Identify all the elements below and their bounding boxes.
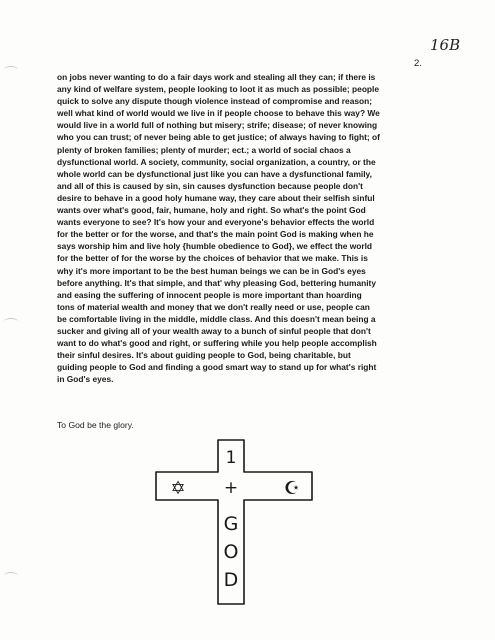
body-line: their sinful desires. It's about guiding people to God, being charitable, but bbox=[57, 350, 351, 361]
body-line: quick to solve any dispute though violence instead of compromise and reason; bbox=[57, 96, 373, 107]
cross-top-numeral: 1 bbox=[225, 448, 237, 468]
body-line: wants everyone to see? It's how your and everyone's behavior effects the world bbox=[57, 217, 375, 228]
cross-letter-d: D bbox=[223, 569, 239, 591]
body-line: for the better or for the worse, and that's the main point God is making when he bbox=[57, 229, 374, 240]
cross-letter-g: G bbox=[223, 513, 239, 535]
closing-line: To God be the glory. bbox=[57, 420, 134, 430]
body-line: tons of material wealth and money that we don't really need or use, people can bbox=[57, 301, 370, 312]
body-line: before anything. It's that simple, and that' why pleasing God, bettering humanity bbox=[57, 277, 377, 288]
cross-letter-o: O bbox=[223, 541, 239, 563]
body-line: well what kind of world would we live in if people choose to behave this way? We bbox=[57, 108, 380, 119]
punch-hole-mark bbox=[4, 318, 18, 325]
body-line: plenty of broken families; plenty of murder; ect.; a world of social chaos a bbox=[57, 144, 351, 155]
body-line: would live in a world full of nothing but misery; strife; disease; of never knowing bbox=[57, 120, 378, 131]
punch-hole-mark bbox=[4, 66, 18, 73]
body-paragraph bbox=[57, 71, 447, 385]
body-line: and easing the suffering of innocent people is more important than hoarding bbox=[57, 289, 362, 300]
body-line: for the better of for the worse by the choices of behavior that we make. This is bbox=[57, 253, 368, 264]
hand-drawn-cross bbox=[150, 436, 330, 606]
page-number: 2. bbox=[414, 58, 422, 69]
star-of-david-icon: ✡ bbox=[170, 478, 186, 499]
body-line: why it's more important to be the best human beings we can be in God's eyes bbox=[57, 265, 366, 276]
body-line: says worship him and live holy {humble obedience to God}, we effect the world bbox=[57, 241, 373, 252]
body-line: whole world can be dysfunctional just like you can have a dysfunctional family, bbox=[57, 168, 372, 179]
body-line: desire to behave in a good holy humane way, they care about their selfish sinful bbox=[57, 192, 375, 203]
body-line: in God's eyes. bbox=[57, 374, 114, 385]
body-line: who you can trust; of never being able to get justice; of always having to fight; of bbox=[57, 132, 380, 143]
body-line: any kind of welfare system, people looking to loot it as much as possible; people bbox=[57, 84, 380, 95]
body-line: on jobs never wanting to do a fair days work and stealing all they can; if there is bbox=[57, 72, 376, 82]
punch-hole-mark bbox=[4, 572, 18, 579]
body-line: guiding people to God and finding a good smart way to stand up for what's right bbox=[57, 362, 377, 373]
body-line: and all of this is caused by sin, sin causes dysfunction because people don't bbox=[57, 180, 363, 191]
body-line: dysfunctional world. A society, community, social organization, a country, or the bbox=[57, 156, 376, 167]
cross-center-mark: + bbox=[223, 478, 239, 498]
body-line: wants over what's good, fair, humane, holy and right. So what's the point God bbox=[57, 205, 366, 216]
body-line: want to do what's good and right, or suffering while you help people accomplish bbox=[57, 338, 377, 349]
body-line: be comfortable living in the middle, middle class. And this doesn't mean being a bbox=[57, 313, 376, 324]
handwritten-page-label: 16B bbox=[430, 36, 461, 54]
crescent-star-icon: ☪ bbox=[283, 478, 301, 499]
cross-drawing-svg bbox=[150, 436, 330, 606]
body-line: sucker and giving all of your wealth away to a bunch of sinful people that don't bbox=[57, 325, 371, 336]
